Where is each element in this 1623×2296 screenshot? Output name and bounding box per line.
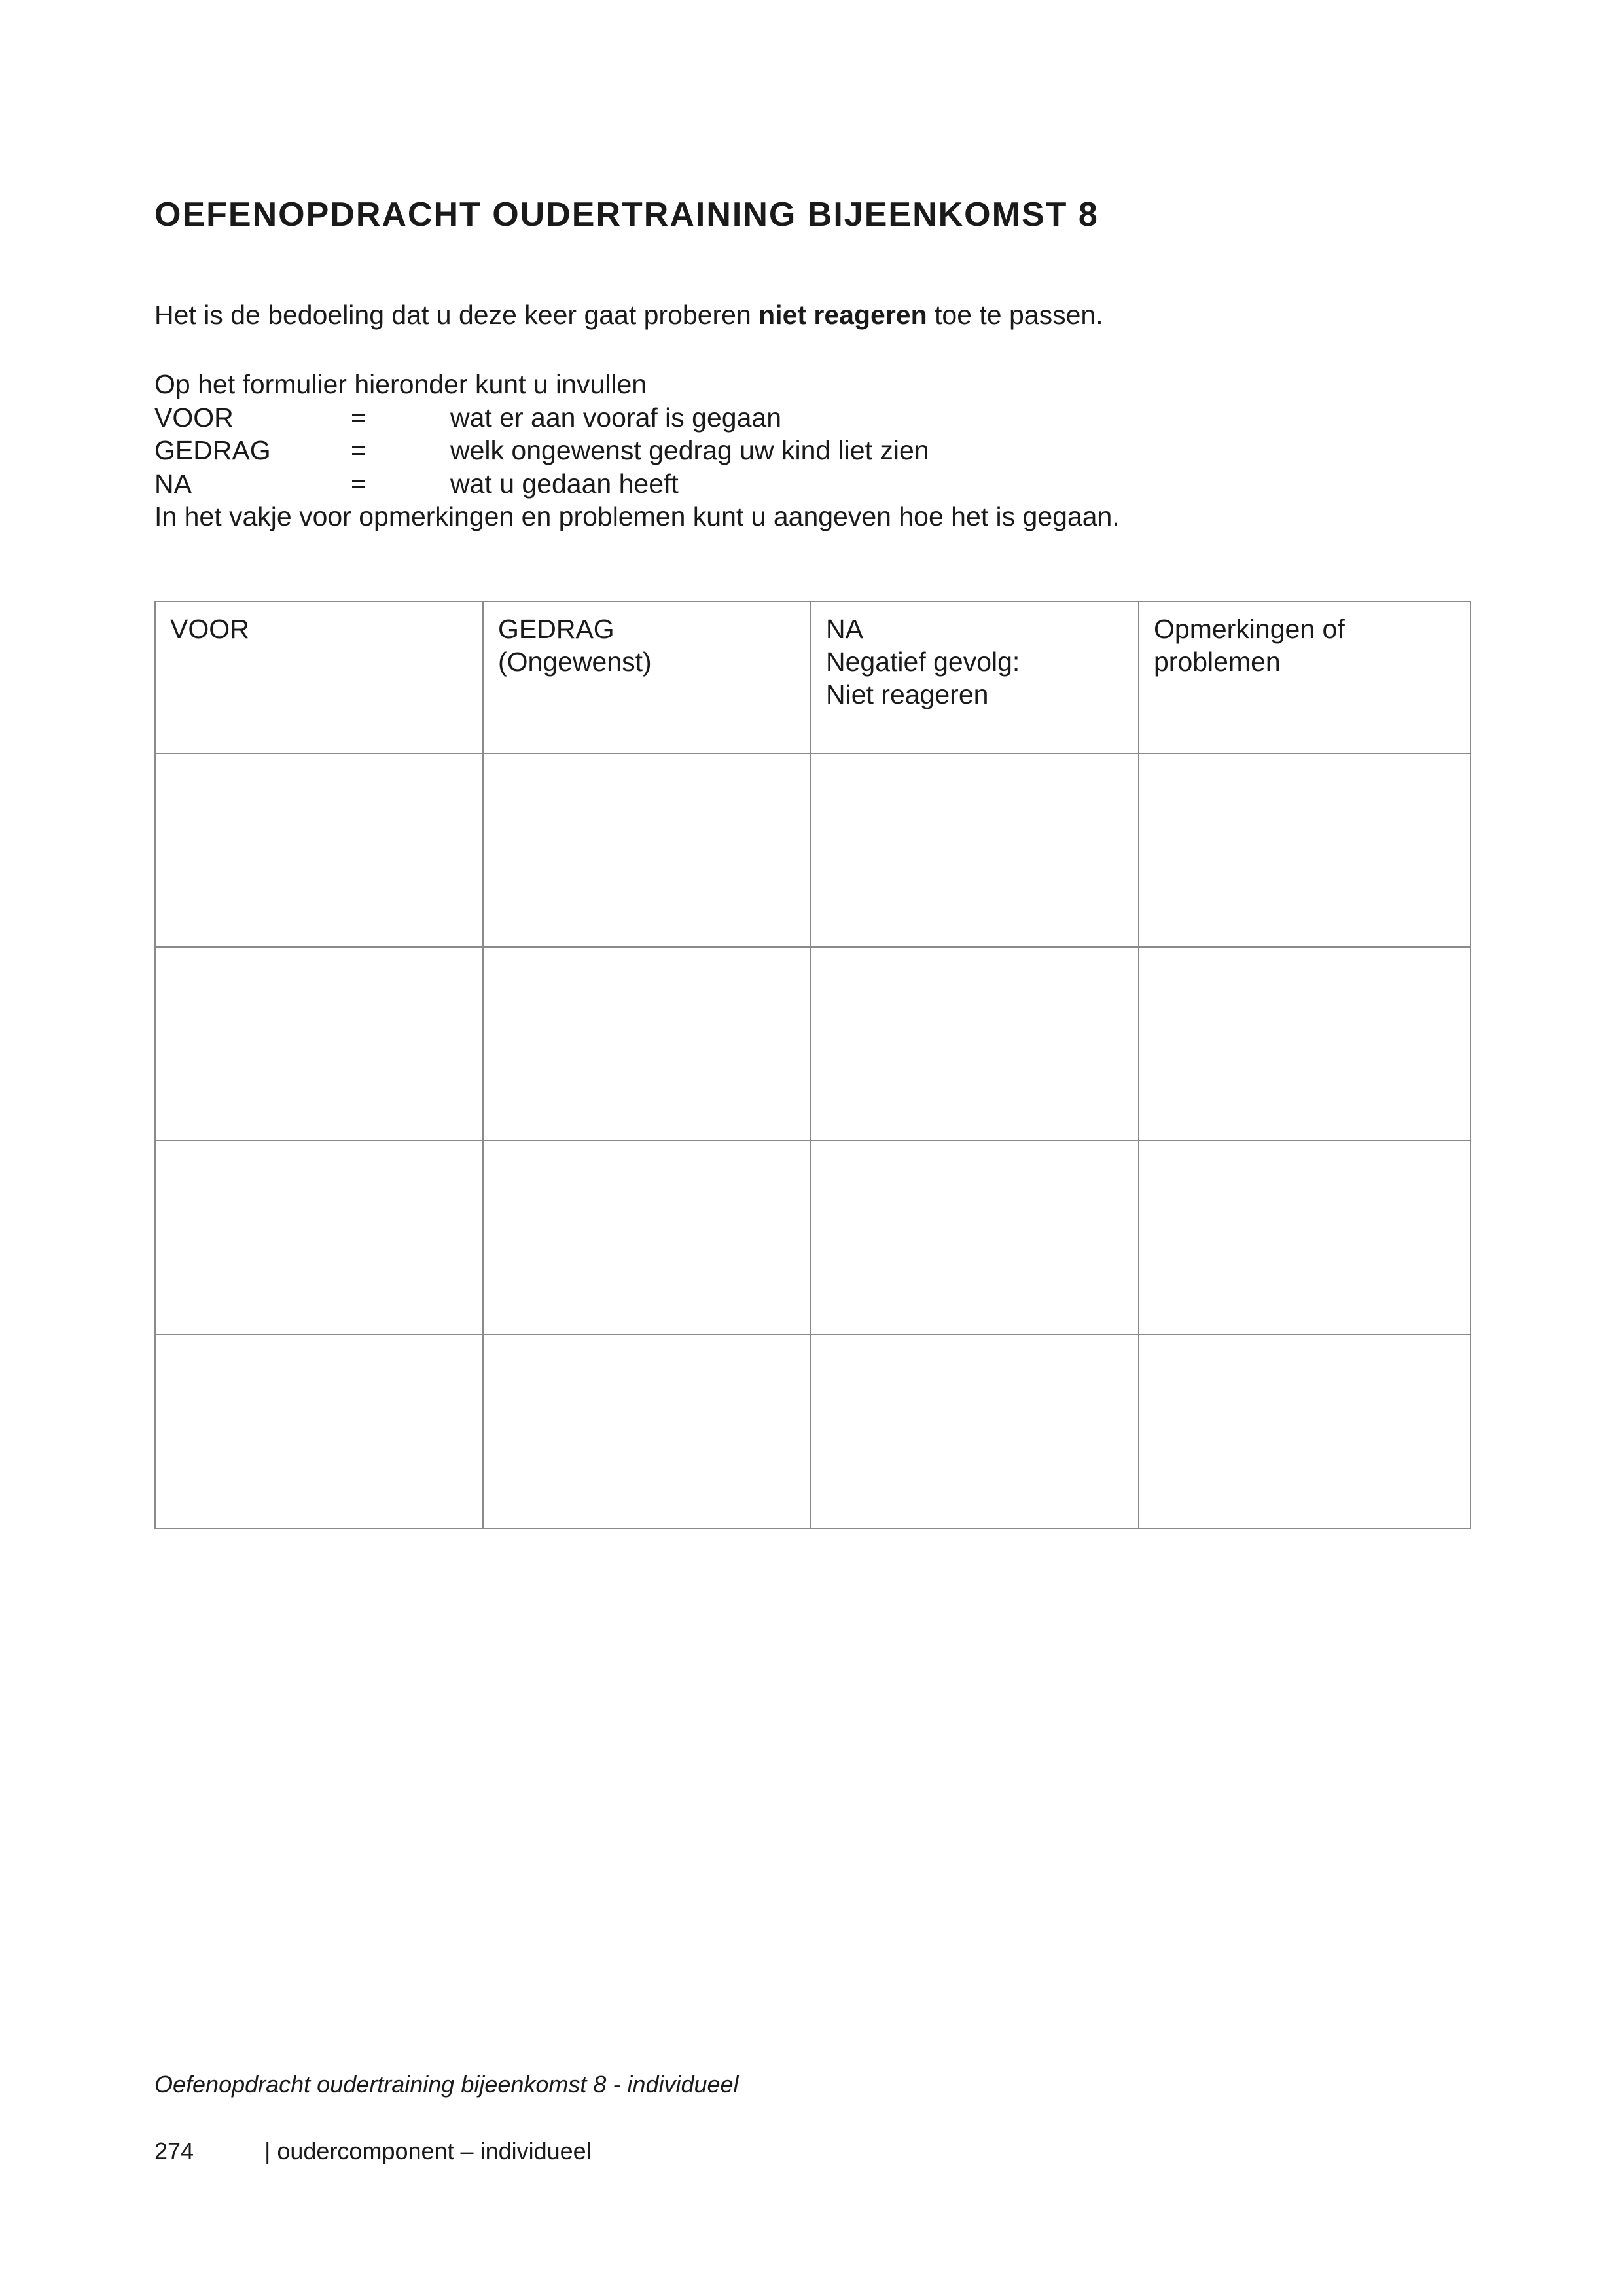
header-gedrag <box>483 601 811 753</box>
header-voor <box>155 601 483 753</box>
header-line: GEDRAG <box>498 614 615 644</box>
cell-opmerkingen[interactable] <box>1139 947 1471 1141</box>
table-row <box>155 1141 1471 1335</box>
cell-voor[interactable] <box>155 1141 483 1335</box>
figure-caption: Oefenopdracht oudertraining bijeenkomst 8 - individueel <box>154 2071 739 2098</box>
legend-equals: = <box>351 468 366 499</box>
legend-equals: = <box>351 402 366 433</box>
table-header-row <box>155 601 1471 753</box>
section-label: | oudercomponent – individueel <box>264 2138 592 2164</box>
cell-voor[interactable] <box>155 1335 483 1528</box>
header-line: NA <box>826 614 863 644</box>
header-line: Negatief gevolg: <box>826 647 1020 677</box>
header-line: problemen <box>1154 647 1281 677</box>
instructions-block <box>154 368 1120 533</box>
header-na <box>811 601 1139 753</box>
legend-definition: wat er aan vooraf is gegaan <box>450 402 781 433</box>
header-line: Opmerkingen of <box>1154 614 1345 644</box>
legend-term: NA <box>154 468 192 499</box>
table-row <box>155 947 1471 1141</box>
legend-row-gedrag <box>154 434 1120 467</box>
intro-before: Het is de bedoeling dat u deze keer gaat proberen <box>154 300 759 330</box>
cell-gedrag[interactable] <box>483 1335 811 1528</box>
cell-gedrag[interactable] <box>483 1141 811 1335</box>
page-title: OEFENOPDRACHT OUDERTRAINING BIJEENKOMST 8 <box>154 196 1099 234</box>
table-row <box>155 753 1471 947</box>
intro-after: toe te passen. <box>927 300 1103 330</box>
cell-voor[interactable] <box>155 753 483 947</box>
legend-definition: welk ongewenst gedrag uw kind liet zien <box>450 435 929 465</box>
cell-opmerkingen[interactable] <box>1139 1141 1471 1335</box>
closing-line: In het vakje voor opmerkingen en problemen kunt u aangeven hoe het is gegaan. <box>154 501 1120 531</box>
cell-na[interactable] <box>811 1141 1139 1335</box>
intro-text <box>154 300 1103 331</box>
page-number: 274 <box>154 2138 194 2164</box>
cell-na[interactable] <box>811 947 1139 1141</box>
cell-opmerkingen[interactable] <box>1139 1335 1471 1528</box>
legend-row-voor <box>154 401 1120 435</box>
cell-opmerkingen[interactable] <box>1139 753 1471 947</box>
cell-na[interactable] <box>811 753 1139 947</box>
header-line: (Ongewenst) <box>498 647 652 677</box>
header-opmerkingen <box>1139 601 1471 753</box>
header-line: Niet reageren <box>826 679 989 709</box>
intro-emphasis: niet reageren <box>758 300 927 330</box>
form-intro: Op het formulier hieronder kunt u invullen <box>154 369 647 399</box>
cell-gedrag[interactable] <box>483 947 811 1141</box>
table-row <box>155 1335 1471 1528</box>
legend-definition: wat u gedaan heeft <box>450 468 679 499</box>
header-line: VOOR <box>170 614 249 644</box>
registration-form-table <box>154 601 1471 1529</box>
legend-term: GEDRAG <box>154 435 271 465</box>
cell-voor[interactable] <box>155 947 483 1141</box>
legend-equals: = <box>351 435 366 465</box>
cell-na[interactable] <box>811 1335 1139 1528</box>
legend-row-na <box>154 467 1120 501</box>
cell-gedrag[interactable] <box>483 753 811 947</box>
legend-term: VOOR <box>154 402 234 433</box>
